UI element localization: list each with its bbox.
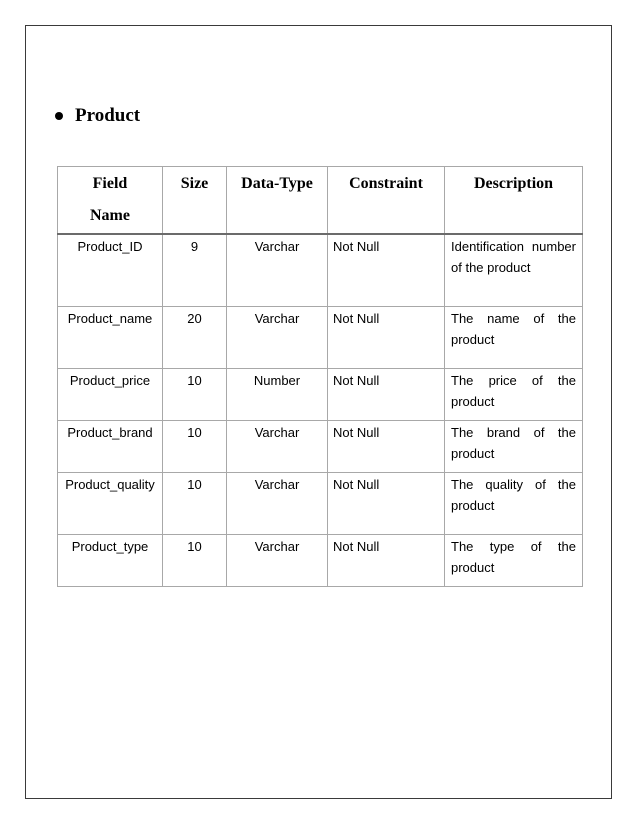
- product-schema-table: [57, 166, 583, 587]
- cell-size: 9: [163, 234, 227, 307]
- cell-description: The name of the product: [445, 307, 583, 369]
- cell-constraint: Not Null: [328, 307, 445, 369]
- cell-size: 20: [163, 307, 227, 369]
- section-title: Product: [75, 105, 141, 126]
- cell-data-type: Varchar: [227, 234, 328, 307]
- table-row: [58, 421, 583, 473]
- cell-constraint: Not Null: [328, 369, 445, 421]
- cell-constraint: Not Null: [328, 535, 445, 587]
- table-row: [58, 234, 583, 307]
- cell-data-type: Varchar: [227, 473, 328, 535]
- cell-data-type: Number: [227, 369, 328, 421]
- cell-data-type: Varchar: [227, 535, 328, 587]
- cell-constraint: Not Null: [328, 234, 445, 307]
- cell-field: Product_type: [58, 535, 163, 587]
- cell-size: 10: [163, 421, 227, 473]
- header-description: Description: [445, 167, 583, 234]
- cell-size: 10: [163, 473, 227, 535]
- bullet-icon: [55, 112, 63, 120]
- cell-field: Product_brand: [58, 421, 163, 473]
- cell-field: Product_quality: [58, 473, 163, 535]
- cell-size: 10: [163, 535, 227, 587]
- header-size: Size: [163, 167, 227, 234]
- cell-data-type: Varchar: [227, 421, 328, 473]
- cell-description: The brand of the product: [445, 421, 583, 473]
- table-row: [58, 307, 583, 369]
- cell-field: Product_price: [58, 369, 163, 421]
- cell-description: Identification number of the product: [445, 234, 583, 307]
- cell-constraint: Not Null: [328, 421, 445, 473]
- cell-constraint: Not Null: [328, 473, 445, 535]
- table-header-row: [58, 167, 583, 234]
- cell-description: The price of the product: [445, 369, 583, 421]
- cell-size: 10: [163, 369, 227, 421]
- section-heading: [55, 102, 140, 130]
- header-data-type: Data-Type: [227, 167, 328, 234]
- cell-data-type: Varchar: [227, 307, 328, 369]
- header-field-line2: Name: [90, 207, 130, 224]
- cell-description: The type of the product: [445, 535, 583, 587]
- cell-field: Product_name: [58, 307, 163, 369]
- header-constraint: Constraint: [328, 167, 445, 234]
- table-row: [58, 535, 583, 587]
- header-field-line1: Field: [92, 175, 128, 192]
- table-row: [58, 473, 583, 535]
- header-field-name: [58, 167, 163, 234]
- cell-field: Product_ID: [58, 234, 163, 307]
- table-row: [58, 369, 583, 421]
- cell-description: The quality of the product: [445, 473, 583, 535]
